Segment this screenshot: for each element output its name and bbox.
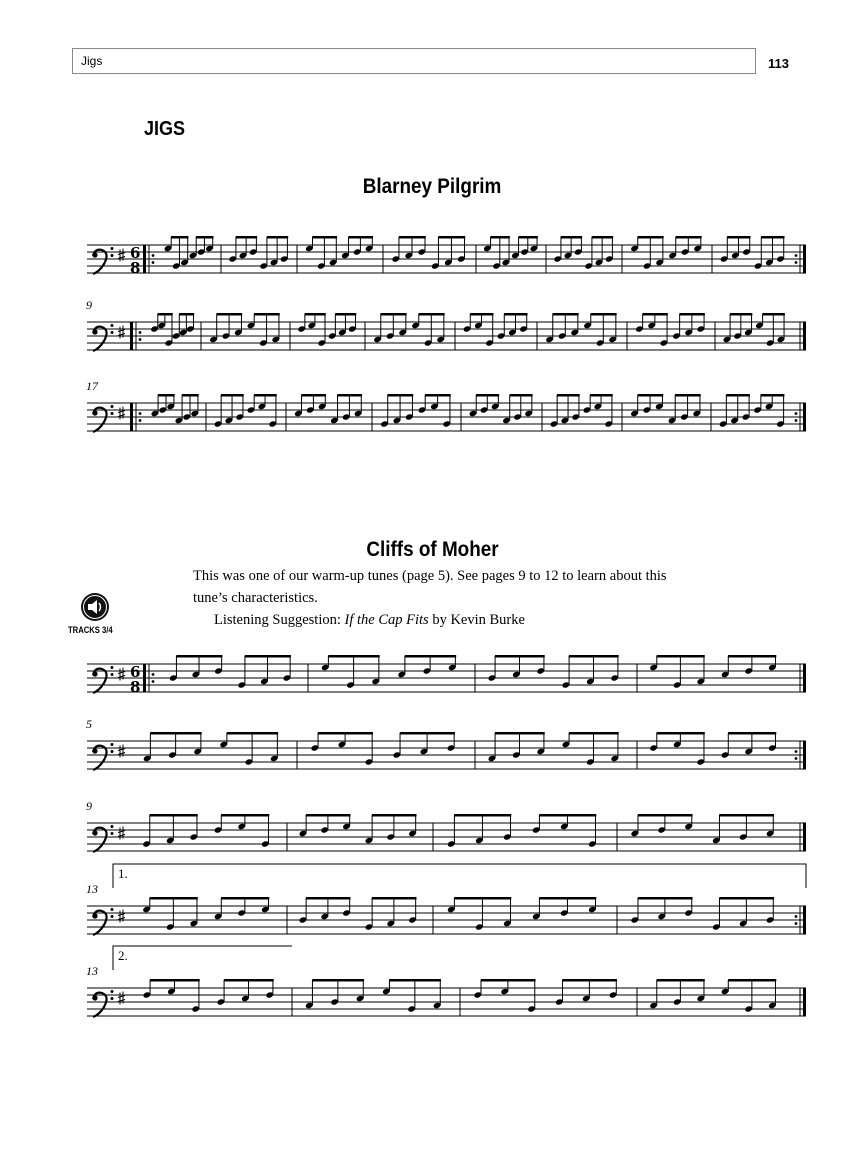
note-beam [245,655,291,658]
repeat-dot [152,680,155,683]
repeat-dot [795,922,798,925]
note-beam [150,979,200,982]
tune-description-line2: tune’s characteristics. [193,590,318,606]
end-thick-bar [803,245,806,273]
measure-number: 13 [86,964,98,978]
note-beam [761,236,784,239]
tune-description-line1: This was one of our warm-up tunes (page 5). See pages 9 to 12 to learn about this [193,568,667,584]
bass-clef-dot [111,324,114,327]
note-beam [675,394,701,397]
measure-number: 9 [86,298,92,312]
note-beam [638,897,693,900]
note-beam [306,897,351,900]
sharp-key-signature [118,668,125,681]
repeat-dot [139,419,142,422]
bass-clef-dot [111,673,114,676]
repeat-dot [152,254,155,257]
bass-clef-dot [111,997,114,1000]
sharp-key-signature [118,745,125,758]
note-beam [348,236,373,239]
note-beam [399,236,426,239]
sharp-key-signature [118,910,125,923]
bass-clef-dot [92,748,97,753]
bass-clef-dot [111,990,114,993]
note-beam [438,236,465,239]
note-beam [254,394,277,397]
measure-number: 5 [86,717,92,731]
repeat-dot [152,261,155,264]
measure-number: 17 [86,379,98,393]
note-beam [419,313,445,316]
note-beam [470,313,493,316]
listening-album: If the Cap Fits [344,612,429,628]
repeat-thick-bar [130,322,133,350]
note-beam [318,732,373,735]
bass-clef-dot [111,825,114,828]
note-beam [657,655,705,658]
ending-number: 1. [118,866,128,881]
note-beam [638,814,693,817]
repeat-dot [795,261,798,264]
bass-clef-dot [111,254,114,257]
note-beam [389,979,441,982]
repeat-dot [139,338,142,341]
note-beam [306,814,351,817]
bass-clef-dot [92,913,97,918]
note-beam [176,655,222,658]
note-beam [592,236,613,239]
note-beam [312,979,364,982]
note-beam [728,732,776,735]
measure-number: 9 [86,799,92,813]
note-beam [388,394,414,397]
repeat-dot [795,412,798,415]
note-beam [267,236,288,239]
note-beam [562,979,617,982]
note-beam [236,236,257,239]
note-beam [301,394,326,397]
bass-clef-dot [92,252,97,257]
repeat-dot [795,750,798,753]
track-label: TRACKS 3/4 [68,625,113,635]
note-beam [726,394,750,397]
note-beam [254,313,280,316]
page-number: 113 [768,56,789,71]
note-beam [182,394,199,397]
note-beam [495,655,545,658]
bass-clef-dot [111,247,114,250]
bass-clef-dot [111,412,114,415]
sharp-key-signature [118,827,125,840]
end-thick-bar [803,403,806,431]
note-beam [727,236,750,239]
note-beam [196,236,214,239]
bass-clef-dot [92,410,97,415]
note-beam [590,394,613,397]
bass-clef-dot [111,750,114,753]
note-beam [454,897,511,900]
note-beam [337,394,362,397]
sharp-key-signature [118,326,125,339]
repeat-dot [795,254,798,257]
note-beam [425,394,451,397]
note-beam [158,313,173,316]
note-beam [719,897,774,900]
sharp-key-signature [118,249,125,262]
note-beam [217,313,243,316]
repeat-dot [139,412,142,415]
note-beam [728,655,776,658]
bass-clef-dot [111,908,114,911]
note-beam [305,313,326,316]
end-thick-bar [803,741,806,769]
note-beam [490,236,509,239]
note-beam [510,394,533,397]
note-beam [179,313,194,316]
repeat-dot [795,915,798,918]
bass-clef-dot [111,743,114,746]
note-beam [224,979,274,982]
note-beam [335,313,356,316]
ending-number: 2. [118,948,128,963]
note-beam [158,394,175,397]
repeat-thick-bar [143,245,146,273]
note-beam [642,313,667,316]
note-beam [381,313,407,316]
note-beam [761,394,785,397]
time-signature-top: 6 [130,244,141,262]
note-beam [495,732,545,735]
note-beam [569,655,619,658]
note-beam [569,732,619,735]
tune-title-text: Blarney Pilgrim [362,175,502,198]
note-beam [328,655,379,658]
end-thick-bar [803,823,806,851]
tune-title-text: Cliffs of Moher [365,538,499,561]
note-beam [221,814,269,817]
header-label: Jigs [81,54,103,68]
note-beam [372,814,417,817]
time-signature-top: 6 [130,663,141,681]
note-beam [504,313,527,316]
note-beam [372,897,417,900]
note-beam [312,236,337,239]
note-beam [561,236,582,239]
note-beam [553,313,579,316]
note-beam [171,236,189,239]
listening-suffix: by Kevin Burke [428,612,525,628]
note-beam [150,814,198,817]
end-thick-bar [803,988,806,1016]
note-beam [539,814,596,817]
sharp-key-signature [118,407,125,420]
repeat-dot [139,331,142,334]
note-beam [762,313,784,316]
note-beam [150,897,198,900]
note-beam [657,979,705,982]
ending-bracket [113,864,806,888]
note-beam [676,236,702,239]
note-beam [518,236,537,239]
ending-bracket [113,946,292,970]
bass-clef-dot [92,995,97,1000]
bass-clef-dot [111,331,114,334]
note-beam [400,732,455,735]
note-beam [481,979,536,982]
measure-number: 13 [86,882,98,896]
note-beam [221,897,269,900]
repeat-dot [795,419,798,422]
note-beam [591,313,617,316]
end-thick-bar [803,664,806,692]
note-beam [557,394,580,397]
bass-clef-dot [92,671,97,676]
note-beam [227,732,278,735]
repeat-dot [152,673,155,676]
section-title: JIGS [144,118,186,140]
sharp-key-signature [118,992,125,1005]
bass-clef-dot [111,666,114,669]
bass-clef-dot [111,832,114,835]
repeat-dot [795,757,798,760]
note-beam [679,313,704,316]
note-beam [454,814,511,817]
note-beam [638,236,664,239]
note-beam [728,979,776,982]
time-signature-bottom: 8 [130,678,141,696]
repeat-thick-bar [143,664,146,692]
bass-clef-dot [111,405,114,408]
note-beam [657,732,705,735]
note-beam [719,814,774,817]
note-beam [730,313,752,316]
end-thick-bar [803,906,806,934]
repeat-thick-bar [130,403,133,431]
note-beam [150,732,201,735]
bass-clef-dot [111,915,114,918]
bass-clef-dot [92,329,97,334]
note-beam [221,394,244,397]
note-beam [539,897,596,900]
bass-clef-dot [92,830,97,835]
end-thick-bar [803,322,806,350]
note-beam [405,655,456,658]
listening-prefix: Listening Suggestion: [214,612,345,628]
note-beam [638,394,664,397]
note-beam [476,394,499,397]
time-signature-bottom: 8 [130,259,141,277]
